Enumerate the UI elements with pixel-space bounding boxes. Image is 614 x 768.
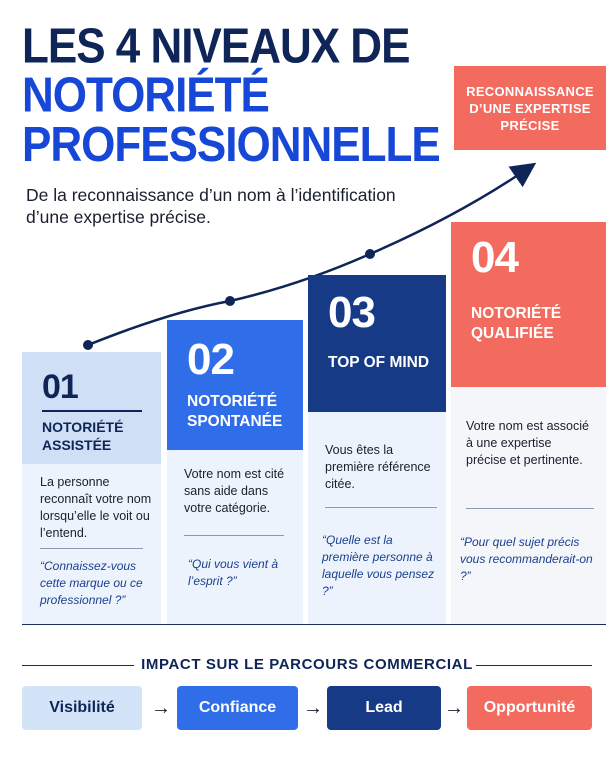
level-3-number: 03 bbox=[328, 288, 375, 337]
curve-point-1 bbox=[83, 340, 93, 350]
arrow-right-icon: → bbox=[444, 697, 464, 719]
level-3-header bbox=[308, 275, 446, 412]
page-title bbox=[22, 18, 452, 173]
level-4-question: “Pour quel sujet précis vous recommanderait-on ?” bbox=[460, 535, 593, 583]
level-1-question: “Connaissez-vous cette marque ou ce professionnel ?” bbox=[40, 559, 143, 607]
level-2-description: Votre nom est cité sans aide dans votre catégorie. bbox=[184, 467, 285, 515]
title-line-1: LES 4 NIVEAUX DE bbox=[22, 18, 410, 74]
arrow-right-icon: → bbox=[303, 697, 323, 719]
level-2-name: NOTORIÉTÉ SPONTANÉE bbox=[187, 393, 283, 430]
flow-step-opportunite: Opportunité bbox=[467, 686, 592, 730]
level-3-divider bbox=[325, 507, 437, 508]
level-2-divider bbox=[184, 535, 284, 536]
impact-title: IMPACT SUR LE PARCOURS COMMERCIAL bbox=[141, 656, 473, 673]
level-1-header bbox=[22, 352, 161, 464]
level-1-name: NOTORIÉTÉ ASSISTÉE bbox=[42, 410, 142, 454]
level-4-divider bbox=[466, 508, 594, 509]
level-2-number: 02 bbox=[187, 335, 234, 384]
subtitle: De la reconnaissance d’un nom à l’identification d’une expertise précise. bbox=[26, 185, 396, 227]
flow-step-confiance: Confiance bbox=[177, 686, 298, 730]
level-1-number: 01 bbox=[42, 368, 78, 406]
flow-step-visibilite: Visibilité bbox=[22, 686, 142, 730]
level-3-question: “Quelle est la première personne à laquelle vous pensez ?” bbox=[322, 533, 435, 598]
level-4-description: Votre nom est associé à une expertise précise et pertinente. bbox=[466, 419, 589, 467]
curve-point-2 bbox=[225, 296, 235, 306]
title-line-3: PROFESSIONNELLE bbox=[22, 117, 440, 173]
level-4-number: 04 bbox=[471, 233, 518, 282]
level-4-name: NOTORIÉTÉ QUALIFIÉE bbox=[471, 305, 562, 342]
level-4-header bbox=[451, 222, 606, 387]
arrow-right-icon: → bbox=[151, 697, 171, 719]
title-line-2: NOTORIÉTÉ bbox=[22, 67, 269, 123]
level-3-description: Vous êtes la première référence citée. bbox=[325, 443, 431, 491]
level-3-name: TOP OF MIND bbox=[328, 354, 430, 371]
chart-baseline bbox=[22, 624, 606, 625]
level-2-question: “Qui vous vient à l’esprit ?” bbox=[188, 557, 279, 588]
top-badge: RECONNAISSANCE D’UNE EXPERTISE PRÉCISE bbox=[454, 66, 606, 150]
level-2-header bbox=[167, 320, 303, 450]
curve-point-3 bbox=[365, 249, 375, 259]
level-1-description: La personne reconnaît votre nom lorsqu’elle le voit ou l’entend. bbox=[40, 475, 152, 540]
level-1-divider bbox=[40, 548, 143, 549]
flow-step-lead: Lead bbox=[327, 686, 441, 730]
